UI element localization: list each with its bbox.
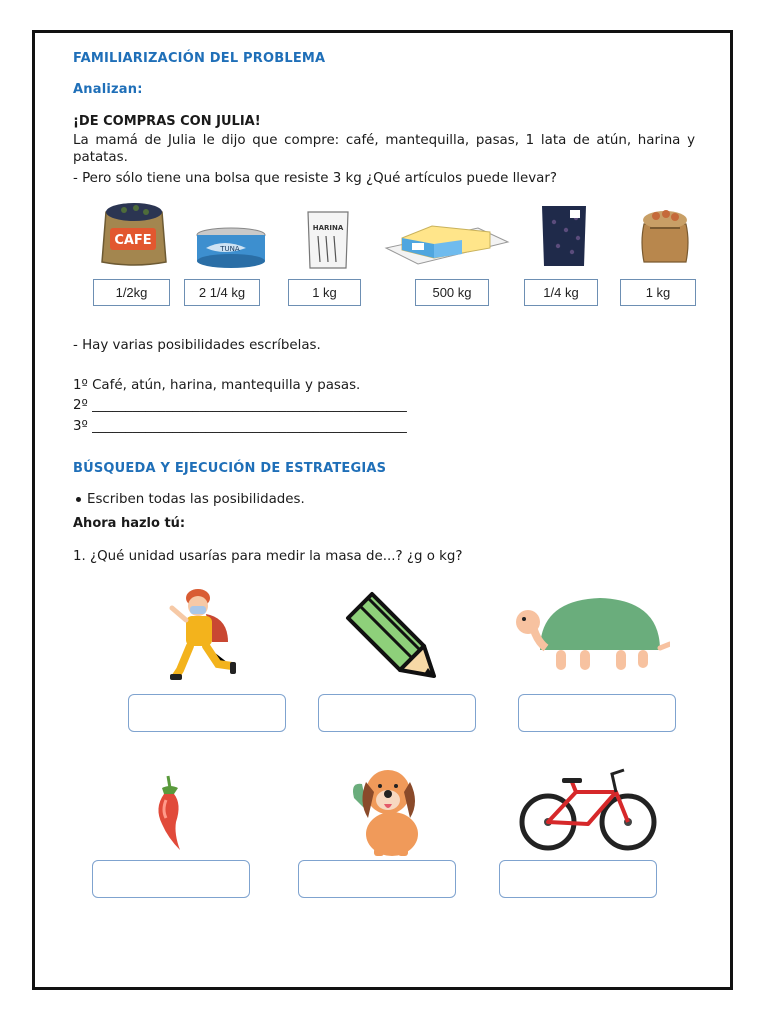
dog-image — [348, 762, 430, 858]
question-1: 1. ¿Qué unidad usarías para medir la masa de...? ¿g o kg? — [73, 549, 463, 564]
coffee-bag-image — [96, 196, 172, 268]
possibility-3-line[interactable]: 3º _______________________________________________ — [73, 419, 407, 434]
now-you-label: Ahora hazlo tú: — [73, 516, 186, 531]
coffee-label: CAFE — [114, 233, 152, 248]
problem-line-2: patatas. — [73, 150, 128, 165]
familiarization-heading: FAMILIARIZACIÓN DEL PROBLEMA — [73, 51, 326, 66]
raisins-bag-image — [536, 200, 592, 270]
flour-label: HARINA — [312, 224, 344, 232]
answer-box-pencil[interactable] — [318, 694, 476, 732]
weight-box-butter: 500 kg — [415, 279, 489, 306]
potato-sack-image — [632, 202, 698, 266]
problem-title: ¡DE COMPRAS CON JULIA! — [73, 114, 261, 129]
butter-image — [382, 212, 512, 272]
analyze-heading: Analizan: — [73, 82, 143, 97]
tuna-can-image — [194, 226, 268, 270]
tuna-label: TUNA — [220, 245, 240, 253]
weight-box-flour: 1 kg — [288, 279, 361, 306]
answer-box-child[interactable] — [128, 694, 286, 732]
weight-box-coffee: 1/2kg — [93, 279, 170, 306]
possibility-1: 1º Café, atún, harina, mantequilla y pasas. — [73, 378, 361, 393]
strategy-bullet-text: Escriben todas las posibilidades. — [87, 492, 305, 507]
search-heading: BÚSQUEDA Y EJECUCIÓN DE ESTRATEGIAS — [73, 461, 387, 476]
flour-bag-image — [302, 206, 354, 272]
weight-box-potatoes: 1 kg — [620, 279, 696, 306]
answer-box-chili[interactable] — [92, 860, 250, 898]
weight-box-tuna: 2 1/4 kg — [184, 279, 260, 306]
answer-box-turtle[interactable] — [518, 694, 676, 732]
problem-line-1: La mamá de Julia le dijo que compre: café, mantequilla, pasas, 1 lata de atún, harina y — [73, 133, 695, 148]
bullet-icon — [76, 497, 81, 502]
turtle-image — [514, 592, 670, 678]
weight-box-raisins: 1/4 kg — [524, 279, 598, 306]
bicycle-image — [518, 764, 660, 854]
child-image — [166, 584, 244, 686]
chili-image — [148, 774, 188, 854]
answer-box-dog[interactable] — [298, 860, 456, 898]
strategy-bullet-item — [76, 491, 305, 508]
pencil-image — [338, 588, 438, 680]
possibilities-intro: - Hay varias posibilidades escríbelas. — [73, 338, 321, 353]
possibility-2-line[interactable]: 2º _______________________________________________ — [73, 398, 407, 413]
problem-line-3: - Pero sólo tiene una bolsa que resiste 3 kg ¿Qué artículos puede llevar? — [73, 171, 557, 186]
answer-box-bicycle[interactable] — [499, 860, 657, 898]
